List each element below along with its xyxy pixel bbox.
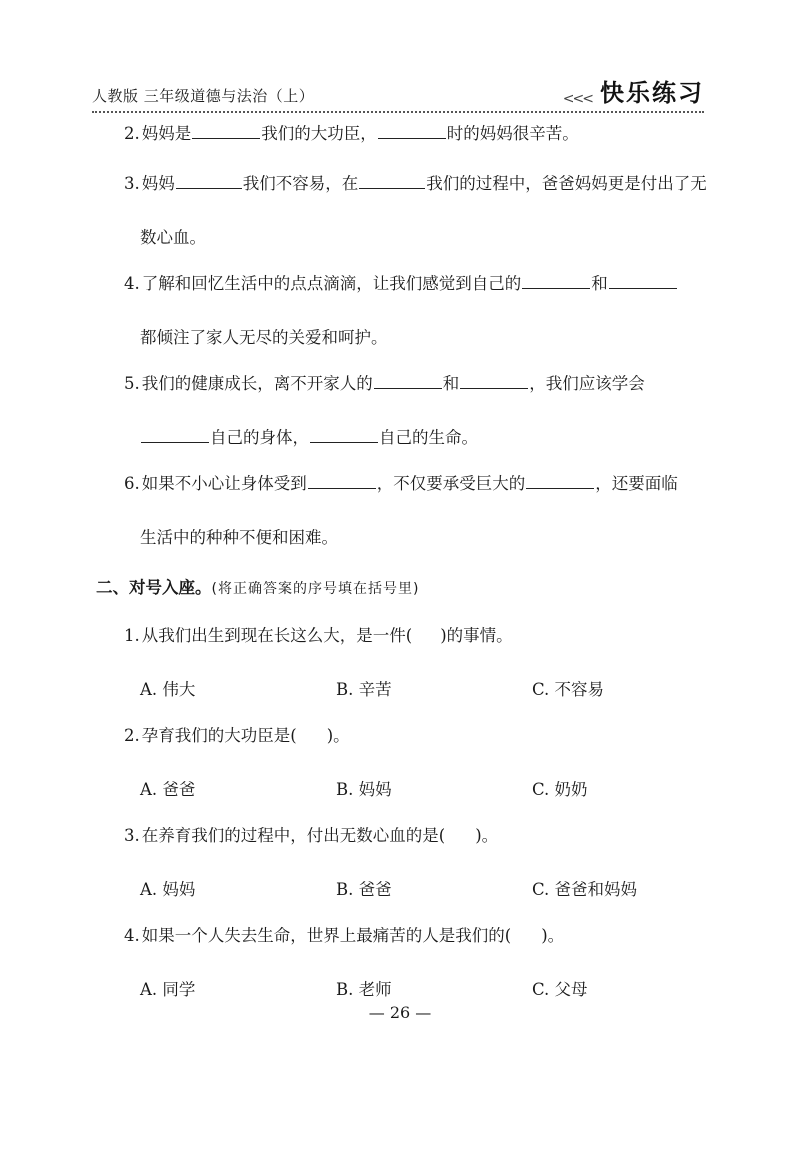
fill-question-6 bbox=[124, 474, 704, 494]
question-text: 在养育我们的过程中，付出无数心血的是( bbox=[141, 826, 446, 845]
chevron-left-icon: <<< bbox=[562, 91, 592, 107]
answer-blank[interactable] bbox=[192, 124, 260, 139]
option-b: B. 妈妈 bbox=[336, 780, 392, 799]
page-header bbox=[92, 68, 704, 110]
question-text: 时的妈妈很辛苦。 bbox=[446, 124, 579, 143]
option-b: B. 老师 bbox=[336, 980, 392, 999]
question-number: 2. bbox=[124, 124, 140, 143]
question-number: 3. bbox=[124, 174, 140, 193]
question-text: 和 bbox=[442, 374, 460, 393]
section-title: 二、对号入座。 bbox=[96, 578, 212, 597]
option-a: A. 妈妈 bbox=[140, 880, 196, 899]
question-text: 如果不小心让身体受到 bbox=[141, 474, 307, 493]
option-a: A. 同学 bbox=[140, 980, 196, 999]
question-text: ，不仅要承受巨大的 bbox=[376, 474, 526, 493]
option-a: A. 伟大 bbox=[140, 680, 196, 699]
answer-blank[interactable] bbox=[526, 474, 594, 489]
option-c: C. 父母 bbox=[532, 980, 588, 999]
answer-blank[interactable] bbox=[310, 428, 378, 443]
question-text: 如果一个人失去生命，世界上最痛苦的人是我们的( bbox=[141, 926, 512, 945]
fill-question-2 bbox=[124, 124, 704, 144]
question-text: 我们的健康成长，离不开家人的 bbox=[141, 374, 373, 393]
question-text: 我们不容易，在 bbox=[242, 174, 359, 193]
question-text: 从我们出生到现在长这么大，是一件( bbox=[141, 626, 413, 645]
fill-question-4 bbox=[124, 274, 704, 294]
question-text: 我们的大功臣， bbox=[261, 124, 377, 143]
answer-blank[interactable] bbox=[359, 174, 425, 189]
answer-blank[interactable] bbox=[609, 274, 677, 289]
answer-blank[interactable] bbox=[374, 374, 442, 389]
question-number: 4. bbox=[124, 274, 140, 293]
section-instruction: (将正确答案的序号填在括号里) bbox=[211, 581, 420, 597]
fill-question-6-continued: 生活中的种种不便和困难。 bbox=[140, 528, 338, 547]
choice-question-1 bbox=[124, 626, 704, 646]
answer-blank[interactable] bbox=[308, 474, 376, 489]
answer-blank[interactable] bbox=[141, 428, 209, 443]
question-text: 了解和回忆生活中的点点滴滴，让我们感觉到自己的 bbox=[141, 274, 522, 293]
question-text: ，我们应该学会 bbox=[529, 374, 645, 393]
question-text: 和 bbox=[591, 274, 608, 293]
question-text: 孕育我们的大功臣是( bbox=[141, 726, 297, 745]
question-text: 妈妈 bbox=[141, 174, 175, 193]
option-b: B. 辛苦 bbox=[336, 680, 392, 699]
choice-question-2 bbox=[124, 726, 704, 746]
brand-title: 快乐练习 bbox=[600, 79, 704, 107]
choice-question-3 bbox=[124, 826, 704, 846]
question-text: )。 bbox=[475, 826, 499, 845]
section-heading bbox=[96, 574, 419, 598]
option-c: C. 奶奶 bbox=[532, 780, 588, 799]
question-number: 2. bbox=[124, 726, 140, 745]
option-b: B. 爸爸 bbox=[336, 880, 392, 899]
question-number: 3. bbox=[124, 826, 140, 845]
answer-blank[interactable] bbox=[522, 274, 590, 289]
question-text: 我们的过程中，爸爸妈妈更是付出了无 bbox=[426, 174, 707, 193]
fill-question-5-continued bbox=[140, 424, 478, 448]
answer-blank[interactable] bbox=[176, 174, 242, 189]
fill-question-5 bbox=[124, 374, 704, 394]
fill-question-3-continued: 数心血。 bbox=[140, 228, 206, 247]
fill-question-3 bbox=[124, 174, 707, 194]
question-text: )的事情。 bbox=[440, 626, 513, 645]
question-number: 4. bbox=[124, 926, 140, 945]
question-text: )。 bbox=[541, 926, 565, 945]
question-text: 妈妈是 bbox=[141, 124, 192, 143]
question-text: 自己的生命。 bbox=[379, 428, 478, 447]
answer-blank[interactable] bbox=[460, 374, 528, 389]
question-text: ，还要面临 bbox=[595, 474, 678, 493]
option-c: C. 不容易 bbox=[532, 680, 605, 699]
header-divider bbox=[92, 111, 704, 113]
answer-blank[interactable] bbox=[378, 124, 446, 139]
question-number: 6. bbox=[124, 474, 140, 493]
book-title: 人教版 三年级道德与法治（上） bbox=[92, 87, 315, 105]
page-number: — 26 — bbox=[368, 1003, 432, 1022]
question-number: 5. bbox=[124, 374, 140, 393]
option-c: C. 爸爸和妈妈 bbox=[532, 880, 638, 899]
option-a: A. 爸爸 bbox=[140, 780, 196, 799]
fill-question-4-continued: 都倾注了家人无尽的关爱和呵护。 bbox=[140, 328, 388, 347]
question-text: 自己的身体， bbox=[210, 428, 309, 447]
question-text: )。 bbox=[326, 726, 350, 745]
question-number: 1. bbox=[124, 626, 140, 645]
choice-question-4 bbox=[124, 926, 704, 946]
